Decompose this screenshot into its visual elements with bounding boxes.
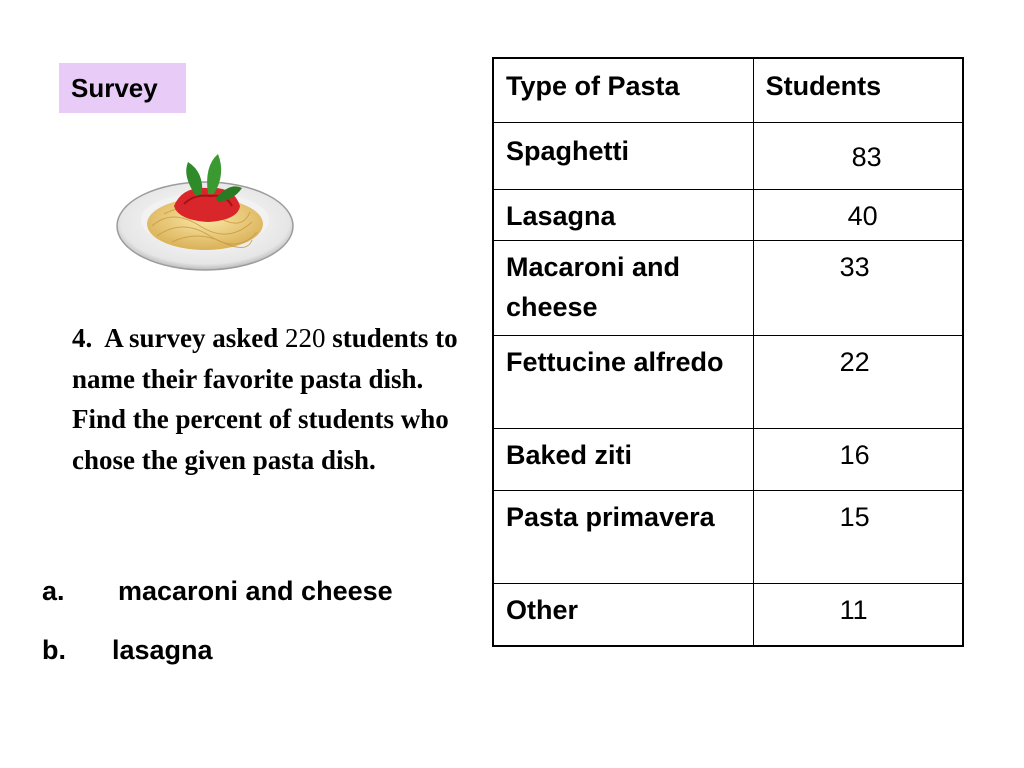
table-row [493, 428, 963, 490]
pasta-bowl-image [112, 148, 298, 280]
part-a-text: macaroni and cheese [118, 576, 393, 606]
table-row [493, 240, 963, 335]
student-count-cell: 40 [753, 189, 963, 240]
part-a-letter: a. [42, 576, 65, 606]
table-row [493, 335, 963, 428]
table-row [493, 122, 963, 189]
student-count-cell: 15 [753, 490, 963, 583]
table-row [493, 583, 963, 646]
question-prompt [72, 318, 472, 480]
pasta-type-cell: Other [493, 583, 753, 646]
part-b-letter: b. [42, 635, 66, 665]
table-row [493, 189, 963, 240]
survey-tag: Survey [59, 63, 186, 113]
student-count-cell: 22 [753, 335, 963, 428]
question-number: 4. [72, 323, 93, 353]
student-count-cell: 83 [753, 122, 963, 189]
table-header-row [493, 58, 963, 122]
part-b-text: lasagna [112, 635, 213, 665]
pasta-type-cell: Spaghetti [493, 122, 753, 189]
question-text-after: students to name their favorite pasta dish. Find the percent of students who chose the given pasta dish. [72, 323, 458, 475]
student-count-cell: 11 [753, 583, 963, 646]
student-count-cell: 33 [753, 240, 963, 335]
pasta-survey-table [492, 57, 964, 647]
question-total: 220 [285, 323, 326, 353]
pasta-type-cell: Lasagna [493, 189, 753, 240]
header-students: Students [753, 58, 963, 122]
pasta-type-cell: Fettucine alfredo [493, 335, 753, 428]
pasta-type-cell: Pasta primavera [493, 490, 753, 583]
question-text-before: A survey asked [104, 323, 279, 353]
student-count-cell: 16 [753, 428, 963, 490]
pasta-type-cell: Macaroni and cheese [493, 240, 753, 335]
table-row [493, 490, 963, 583]
header-type-of-pasta: Type of Pasta [493, 58, 753, 122]
pasta-type-cell: Baked ziti [493, 428, 753, 490]
